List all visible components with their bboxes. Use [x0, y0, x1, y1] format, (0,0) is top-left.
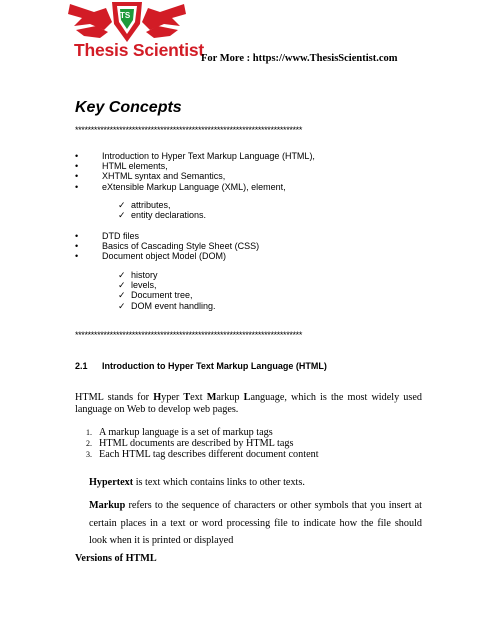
list-item: 2. HTML documents are described by HTML tags [86, 438, 294, 450]
list-item: 3. Each HTML tag describes different document content [86, 449, 319, 461]
separator-top: ************************************************************************ [75, 125, 302, 135]
list-item: ✓ history [118, 270, 158, 280]
list-item: ✓ levels, [118, 280, 157, 291]
versions-heading: Versions of HTML [75, 553, 157, 564]
list-item: • HTML elements, [75, 161, 168, 172]
bullet-icon: • [75, 241, 79, 252]
list-item: • Introduction to Hyper Text Markup Language (HTML), [75, 151, 315, 161]
separator-bottom: ************************************************************************ [75, 330, 302, 340]
hypertext-term: Hypertext [89, 477, 134, 488]
key-concepts-list-1 [75, 151, 315, 192]
list-item: • Basics of Cascading Style Sheet (CSS) [75, 241, 260, 252]
checkmark-icon: ✓ [118, 270, 126, 280]
bullet-icon: • [75, 161, 79, 172]
bullet-icon: • [75, 151, 79, 161]
key-concepts-list-2 [75, 231, 259, 262]
intro-paragraph: HTML stands for Hyper Text Markup Language, which is the most widely used language on Web to develop web pages. [75, 392, 422, 416]
for-more-link[interactable]: For More : https://www.ThesisScientist.com [201, 53, 398, 64]
section-title: Introduction to Hyper Text Markup Language (HTML) [102, 361, 327, 371]
markup-term: Markup [89, 500, 126, 511]
bullet-icon: • [75, 231, 79, 241]
list-item: ✓ attributes, [118, 200, 171, 210]
list-item: ✓ DOM event handling. [118, 300, 216, 311]
bullet-icon: • [75, 171, 79, 182]
markup-definition: Markup refers to the sequence of characters or other symbols that you insert at certain places in a text or word processing file to indicate how the file should look when it is printed or displayed [89, 500, 422, 546]
checkmark-icon: ✓ [118, 280, 126, 291]
winged-shield-logo-icon [66, 0, 188, 44]
section-heading [75, 361, 327, 371]
list-item: ✓ entity declarations. [118, 210, 207, 221]
checkmark-icon: ✓ [118, 200, 126, 210]
brand-name: Thesis Scientist [74, 40, 205, 60]
key-concepts-heading: Key Concepts [75, 99, 182, 116]
markup-facts-list [86, 427, 319, 461]
key-concepts-sublist-2 [118, 270, 216, 311]
list-item: 1. A markup language is a set of markup tags [86, 427, 273, 438]
hypertext-definition: Hypertext is text which contains links to other texts. [89, 477, 305, 488]
list-item: • eXtensible Markup Language (XML), element, [75, 181, 286, 192]
bullet-icon: • [75, 181, 79, 192]
checkmark-icon: ✓ [118, 300, 126, 311]
section-number: 2.1 [75, 361, 88, 371]
list-item: • DTD files [75, 231, 140, 241]
list-item: • Document object Model (DOM) [75, 251, 227, 262]
logo-monogram: TS [120, 11, 131, 20]
list-item: • XHTML syntax and Semantics, [75, 171, 226, 182]
bullet-icon: • [75, 251, 79, 262]
key-concepts-sublist-1 [118, 200, 206, 220]
list-item: ✓ Document tree, [118, 290, 193, 301]
checkmark-icon: ✓ [118, 290, 126, 301]
checkmark-icon: ✓ [118, 210, 126, 221]
